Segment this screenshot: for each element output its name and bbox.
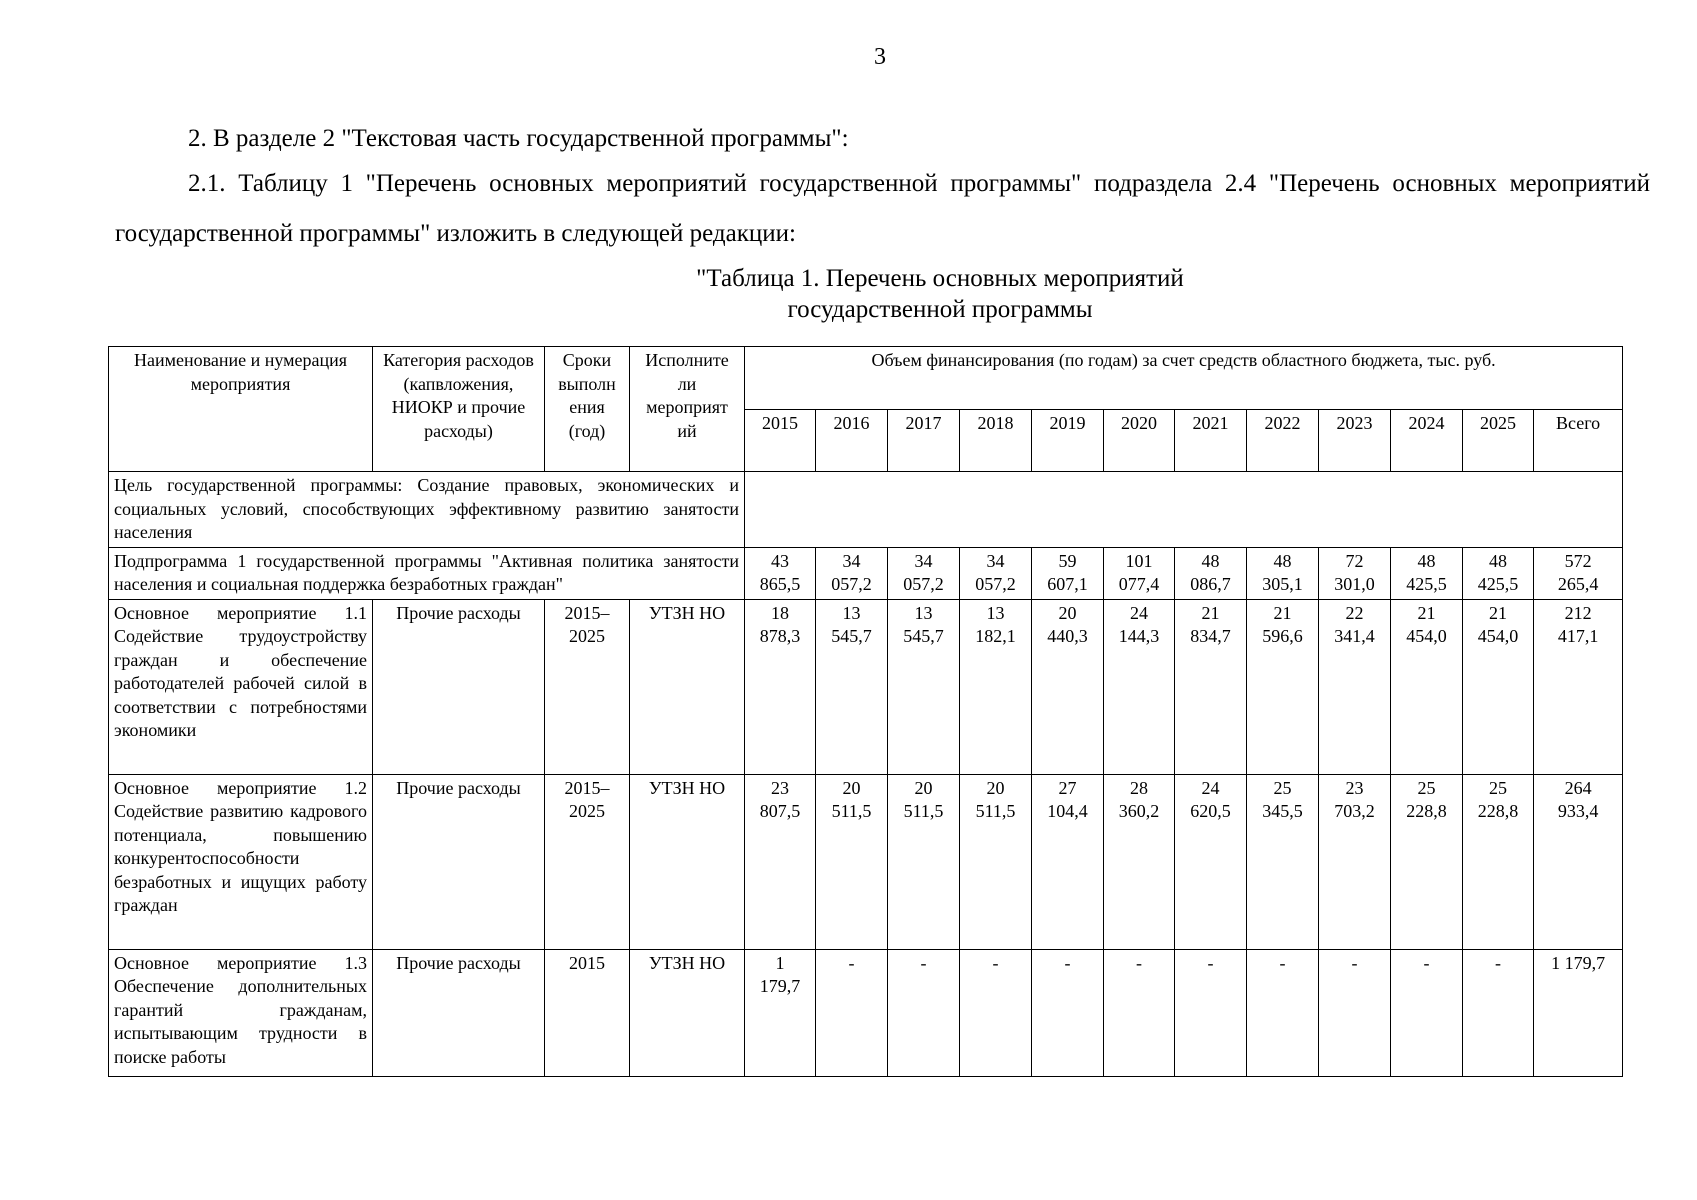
value-cell: 24 144,3 [1104, 599, 1175, 774]
measure-terms: 2015–2025 [545, 774, 630, 949]
value-cell: 72 301,0 [1319, 547, 1391, 599]
paragraph-section-2: 2. В разделе 2 "Текстовая часть государственной программы": [188, 125, 849, 152]
goal-row [109, 472, 1623, 548]
header-year: 2021 [1175, 409, 1247, 472]
value-cell: - [1104, 949, 1175, 1076]
value-cell: 20 511,5 [816, 774, 888, 949]
header-category: Категория расходов (капвложения, НИОКР и прочие расходы) [373, 347, 545, 472]
paragraph-table-1-instruction: 2.1. Таблицу 1 "Перечень основных мероприятий государственной программы" подраздела 2.4 "Перечень основных мероприятий государственной программы" изложить в следующей редакции: [115, 170, 1650, 247]
goal-empty-cell [745, 472, 1623, 548]
goal-text: Цель государственной программы: Создание правовых, экономических и социальных условий, способствующих эффективному развитию занятости населения [109, 472, 745, 548]
header-name: Наименование и нумерация мероприятия [109, 347, 373, 472]
value-cell: 48 425,5 [1391, 547, 1463, 599]
header-year: 2020 [1104, 409, 1175, 472]
page-number: 3 [874, 44, 886, 70]
value-cell: 21 454,0 [1463, 599, 1534, 774]
value-cell: 25 228,8 [1391, 774, 1463, 949]
header-year: 2015 [745, 409, 816, 472]
value-cell: 13 545,7 [816, 599, 888, 774]
measure-terms: 2015–2025 [545, 599, 630, 774]
value-cell: - [888, 949, 960, 1076]
value-cell: - [1463, 949, 1534, 1076]
value-cell: 48 086,7 [1175, 547, 1247, 599]
table-caption-line-2: государственной программы [787, 296, 1093, 323]
header-year: 2017 [888, 409, 960, 472]
measure-row [109, 774, 1623, 949]
value-cell: 34 057,2 [888, 547, 960, 599]
value-cell: - [1319, 949, 1391, 1076]
value-cell: 24 620,5 [1175, 774, 1247, 949]
header-year: 2024 [1391, 409, 1463, 472]
value-cell: 20 511,5 [960, 774, 1032, 949]
value-cell: 13 545,7 [888, 599, 960, 774]
value-cell: - [816, 949, 888, 1076]
value-cell: - [1391, 949, 1463, 1076]
header-year: 2018 [960, 409, 1032, 472]
subprogram-name: Подпрограмма 1 государственной программы "Активная политика занятости населения и социальная поддержка безработных граждан" [109, 547, 745, 599]
measure-name: Основное мероприятие 1.2 Содействие развитию кадрового потенциала, повышению конкурентоспособности безработных и ищущих работу граждан [109, 774, 373, 949]
value-cell: 25 228,8 [1463, 774, 1534, 949]
value-cell: 22 341,4 [1319, 599, 1391, 774]
measures-table [108, 346, 1623, 1077]
measure-row [109, 599, 1623, 774]
value-cell: 23 807,5 [745, 774, 816, 949]
value-cell-total: 212 417,1 [1534, 599, 1623, 774]
table-caption-line-1: "Таблица 1. Перечень основных мероприятий [696, 265, 1184, 292]
value-cell: 21 454,0 [1391, 599, 1463, 774]
measure-executor: УТЗН НО [630, 949, 745, 1076]
value-cell: - [1032, 949, 1104, 1076]
measure-row [109, 949, 1623, 1076]
value-cell: 13 182,1 [960, 599, 1032, 774]
value-cell: - [960, 949, 1032, 1076]
value-cell: 27 104,4 [1032, 774, 1104, 949]
value-cell: 28 360,2 [1104, 774, 1175, 949]
header-executors: Исполните ли мероприят ий [630, 347, 745, 472]
header-terms: Сроки выполн ения (год) [545, 347, 630, 472]
value-cell: 48 425,5 [1463, 547, 1534, 599]
value-cell-total: 264 933,4 [1534, 774, 1623, 949]
value-cell: 20 511,5 [888, 774, 960, 949]
header-year: 2023 [1319, 409, 1391, 472]
measure-category: Прочие расходы [373, 774, 545, 949]
value-cell: 34 057,2 [816, 547, 888, 599]
value-cell: 59 607,1 [1032, 547, 1104, 599]
value-cell: - [1247, 949, 1319, 1076]
measure-name: Основное мероприятие 1.1 Содействие трудоустройству граждан и обеспечение работодателей рабочей силой в соответствии с потребностями экономики [109, 599, 373, 774]
value-cell: 25 345,5 [1247, 774, 1319, 949]
header-year: 2019 [1032, 409, 1104, 472]
table-caption [440, 263, 1440, 325]
header-year: 2016 [816, 409, 888, 472]
subprogram-row [109, 547, 1623, 599]
value-cell: 48 305,1 [1247, 547, 1319, 599]
measure-category: Прочие расходы [373, 949, 545, 1076]
header-year: 2025 [1463, 409, 1534, 472]
value-cell: 1 179,7 [745, 949, 816, 1076]
value-cell: 20 440,3 [1032, 599, 1104, 774]
measure-terms: 2015 [545, 949, 630, 1076]
measure-executor: УТЗН НО [630, 599, 745, 774]
header-year: 2022 [1247, 409, 1319, 472]
measure-category: Прочие расходы [373, 599, 545, 774]
value-cell-total: 1 179,7 [1534, 949, 1623, 1076]
value-cell: 18 878,3 [745, 599, 816, 774]
value-cell: 34 057,2 [960, 547, 1032, 599]
value-cell: 21 596,6 [1247, 599, 1319, 774]
value-cell-total: 572 265,4 [1534, 547, 1623, 599]
header-row-1 [109, 347, 1623, 410]
value-cell: 21 834,7 [1175, 599, 1247, 774]
measure-executor: УТЗН НО [630, 774, 745, 949]
header-funding: Объем финансирования (по годам) за счет средств областного бюджета, тыс. руб. [745, 347, 1623, 410]
value-cell: 101 077,4 [1104, 547, 1175, 599]
value-cell: 23 703,2 [1319, 774, 1391, 949]
header-total: Всего [1534, 409, 1623, 472]
value-cell: 43 865,5 [745, 547, 816, 599]
measure-name: Основное мероприятие 1.3 Обеспечение дополнительных гарантий гражданам, испытывающим трудности в поиске работы [109, 949, 373, 1076]
value-cell: - [1175, 949, 1247, 1076]
